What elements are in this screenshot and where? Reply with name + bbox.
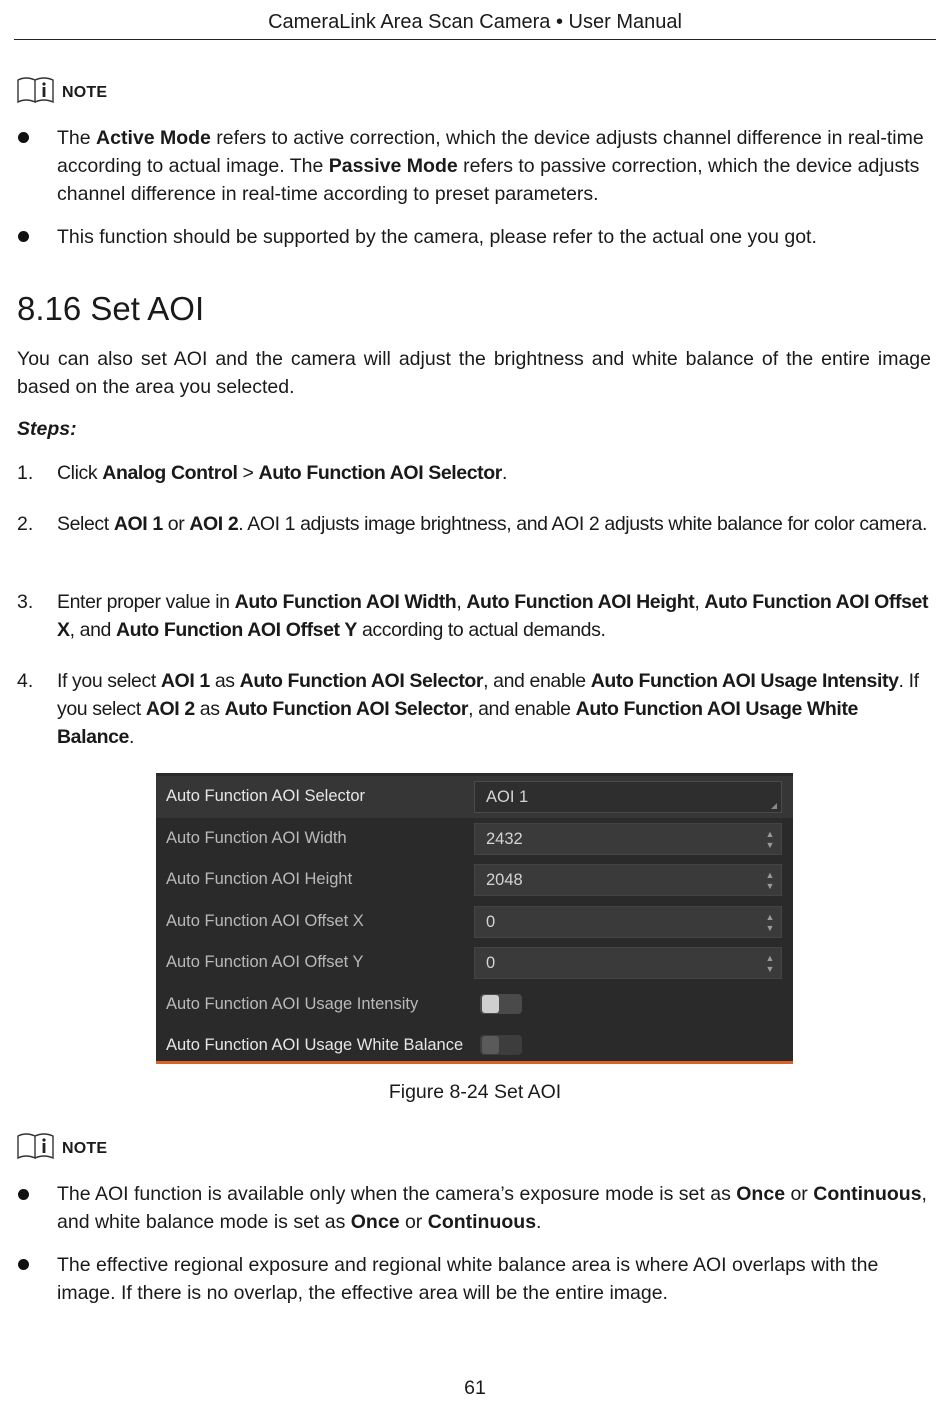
figure-caption: Figure 8-24 Set AOI — [388, 1081, 562, 1103]
text-run: . AOI 1 adjusts image brightness, and AOI 2 adjusts white balance for color camera. — [238, 513, 927, 535]
text-run: , — [456, 591, 467, 613]
aoi-height-input[interactable] — [474, 864, 782, 896]
note-heading — [16, 74, 107, 104]
bold-term: Auto Function AOI Usage Intensity — [590, 670, 899, 692]
bullet — [18, 1259, 29, 1270]
text-run: as — [194, 698, 225, 720]
aoi-usage-intensity-row — [156, 984, 793, 1026]
text-run: as — [209, 670, 240, 692]
bullet — [18, 231, 29, 242]
aoi-selector-value: AOI 1 — [486, 788, 529, 806]
text-run: The AOI function is available only when the camera’s exposure mode is set as — [57, 1183, 737, 1205]
section-title: 8.16 Set AOI — [17, 290, 205, 327]
bold-term: Once — [736, 1183, 786, 1205]
header-rule — [14, 39, 936, 40]
text-run: . — [129, 726, 135, 748]
text-run: > — [237, 462, 259, 484]
bold-term: Auto Function AOI Usage White Balance — [57, 698, 858, 748]
aoi-usage-white-balance-row — [156, 1025, 793, 1067]
step-number: 4. — [17, 670, 34, 692]
note-icon — [16, 1130, 56, 1160]
aoi-selector-label: Auto Function AOI Selector — [166, 787, 366, 805]
spinner-arrows-icon[interactable]: ▲ ▼ — [765, 828, 775, 850]
step-text — [57, 588, 935, 644]
bold-term: AOI 1 — [160, 670, 210, 692]
spinner-arrows-icon[interactable]: ▲ ▼ — [765, 911, 775, 933]
text-run: refers to passive correction, which the device adjusts channel difference in real-time according to preset parameters. — [57, 155, 920, 205]
text-run: or — [399, 1211, 428, 1233]
aoi-width-input[interactable] — [474, 823, 782, 855]
note-bullet-text — [57, 1251, 927, 1307]
aoi-offset-y-input[interactable] — [474, 947, 782, 979]
note-bullet-text — [57, 124, 927, 208]
text-run: , and — [69, 619, 116, 641]
bold-term: Auto Function AOI Offset Y — [116, 619, 357, 641]
text-run: . — [536, 1211, 542, 1233]
step-number: 3. — [17, 591, 34, 613]
text-run: refers to active correction, which the device adjusts channel difference in real-time according to actual image. The — [57, 127, 924, 177]
bold-term: AOI 2 — [145, 698, 195, 720]
text-run: , and enable — [468, 698, 576, 720]
step-number: 1. — [17, 462, 34, 484]
spinner-arrows-icon[interactable]: ▲ ▼ — [765, 953, 775, 974]
note-label: NOTE — [62, 1140, 108, 1157]
spinner-arrows-icon[interactable]: ▲ ▼ — [765, 870, 775, 891]
text-run: Enter proper value in — [57, 591, 235, 613]
aoi-height-value: 2048 — [486, 871, 523, 889]
text-run: If you select — [57, 670, 161, 692]
bold-term: Auto Function AOI Selector — [239, 670, 484, 692]
aoi-offset-x-row — [156, 901, 793, 943]
section-intro: You can also set AOI and the camera will adjust the brightness and white balance of the entire image based on the area you selected. — [17, 348, 931, 398]
toggle-knob — [482, 995, 499, 1013]
aoi-offset-x-input[interactable] — [474, 906, 782, 938]
text-run: Click — [57, 462, 103, 484]
bullet — [18, 132, 29, 143]
step-number: 2. — [17, 513, 34, 535]
bold-term: Passive Mode — [328, 155, 458, 177]
note-bullet-text — [57, 1180, 927, 1236]
text-run: , and enable — [483, 670, 591, 692]
aoi-height-row — [156, 859, 793, 901]
text-run: , — [694, 591, 705, 613]
bold-term: Once — [350, 1211, 400, 1233]
bold-term: Auto Function AOI Height — [466, 591, 695, 613]
aoi-usage-white-balance-label: Auto Function AOI Usage White Balance — [166, 1036, 464, 1054]
dropdown-arrow-icon — [771, 803, 777, 809]
aoi-offset-y-label: Auto Function AOI Offset Y — [166, 953, 364, 971]
aoi-offset-y-row — [156, 942, 793, 984]
text-run: or — [785, 1183, 814, 1205]
step-text — [57, 459, 935, 487]
bullet — [18, 1189, 29, 1200]
text-run: . If you select — [57, 670, 919, 720]
bold-term: Auto Function AOI Offset X — [57, 591, 929, 641]
aoi-usage-intensity-label: Auto Function AOI Usage Intensity — [166, 994, 419, 1013]
step-text — [57, 667, 935, 751]
aoi-width-row — [156, 818, 793, 860]
text-run: Select — [57, 513, 114, 535]
aoi-usage-white-balance-toggle[interactable] — [480, 1035, 522, 1055]
text-run: , and white balance mode is set as — [57, 1183, 927, 1233]
bold-term: AOI 1 — [113, 513, 163, 535]
bold-term: Auto Function AOI Selector — [224, 698, 469, 720]
bold-term: Active Mode — [96, 127, 211, 149]
aoi-offset-x-value: 0 — [486, 912, 496, 931]
steps-label: Steps: — [17, 418, 77, 440]
text-run: according to actual demands. — [356, 619, 606, 641]
text-run: or — [162, 513, 190, 535]
aoi-selector-dropdown[interactable] — [474, 781, 782, 813]
aoi-settings-panel — [156, 773, 793, 1064]
bold-term: Auto Function AOI Width — [234, 591, 457, 613]
toggle-knob — [482, 1036, 499, 1054]
aoi-width-label: Auto Function AOI Width — [166, 828, 347, 847]
aoi-offset-x-label: Auto Function AOI Offset X — [166, 911, 364, 930]
aoi-usage-intensity-toggle[interactable] — [480, 994, 522, 1014]
aoi-selector-row — [156, 776, 793, 818]
text-run: The effective regional exposure and regional white balance area is where AOI overlaps with the image. If there is no overlap, the effective area will be the entire image. — [57, 1254, 879, 1304]
bold-term: Analog Control — [102, 462, 238, 484]
bold-term: Continuous — [427, 1211, 537, 1233]
aoi-height-label: Auto Function AOI Height — [166, 870, 353, 888]
aoi-width-value: 2432 — [486, 829, 523, 848]
text-run: This function should be supported by the camera, please refer to the actual one you got. — [57, 226, 817, 248]
note-icon — [16, 74, 56, 104]
aoi-offset-y-value: 0 — [486, 954, 496, 972]
note-heading — [16, 1130, 107, 1160]
bold-term: Continuous — [813, 1183, 922, 1205]
page-number: 61 — [464, 1377, 486, 1399]
running-header: CameraLink Area Scan Camera • User Manual — [268, 11, 682, 33]
note-bullet-text — [57, 223, 927, 251]
note-label: NOTE — [62, 84, 108, 101]
step-text — [57, 510, 935, 538]
bold-term: Auto Function AOI Selector — [258, 462, 502, 484]
text-run: . — [501, 462, 508, 484]
text-run: The — [57, 127, 97, 149]
bold-term: AOI 2 — [189, 513, 239, 535]
